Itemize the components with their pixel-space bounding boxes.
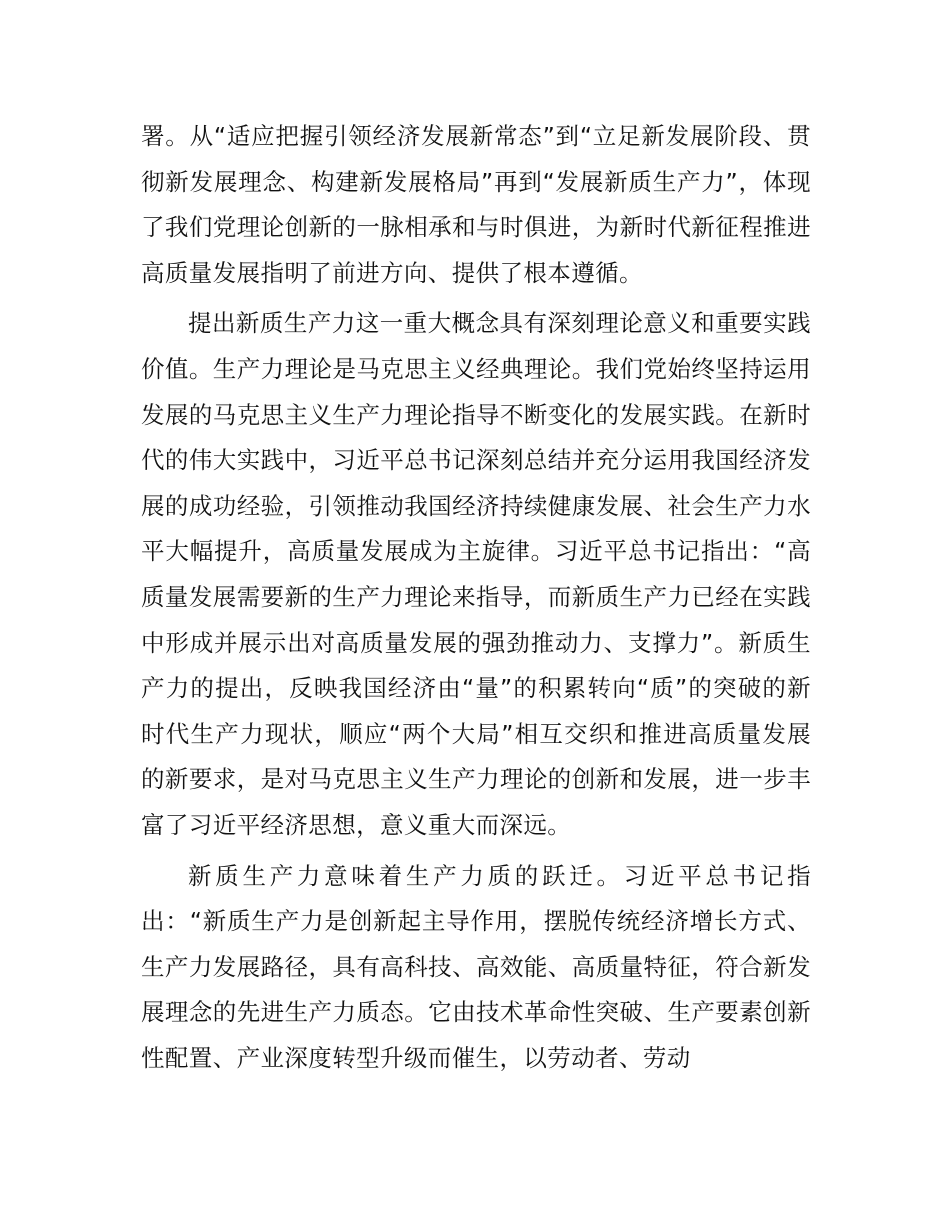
paragraph-theory-significance: 提出新质生产力这一重大概念具有深刻理论意义和重要实践价值。生产力理论是马克思主义经典理论。我们党始终坚持运用发展的马克思主义生产力理论指导不断变化的发展实践。在新时代的伟大实践中，习近平总书记深刻总结并充分运用我国经济发展的成功经验，引领推动我国经济持续健康发展、社会生产力水平大幅提升，高质量发展成为主旋律。习近平总书记指出：“高质量发展需要新的生产力理论来指导，而新质生产力已经在实践中形成并展示出对高质量发展的强劲推动力、支撑力”。新质生产力的提出，反映我国经济由“量”的积累转向“质”的突破的新时代生产力现状，顺应“两个大局”相互交织和推进高质量发展的新要求，是对马克思主义生产力理论的创新和发展，进一步丰富了习近平经济思想，意义重大而深远。 <box>141 309 811 839</box>
paragraph-quality-leap: 新质生产力意味着生产力质的跃迁。习近平总书记指出：“新质生产力是创新起主导作用，摆脱传统经济增长方式、生产力发展路径，具有高科技、高效能、高质量特征，符合新发展理念的先进生产力质态。它由技术革命性突破、生产要素创新性配置、产业深度转型升级而催生，以劳动者、劳动 <box>141 861 811 1072</box>
paragraph-continued: 署。从“适应把握引领经济发展新常态”到“立足新发展阶段、贯彻新发展理念、构建新发展格局”再到“发展新质生产力”，体现了我们党理论创新的一脉相承和与时俱进，为新时代新征程推进高质量发展指明了前进方向、提供了根本遵循。 <box>141 122 811 287</box>
document-body <box>141 114 811 1081</box>
